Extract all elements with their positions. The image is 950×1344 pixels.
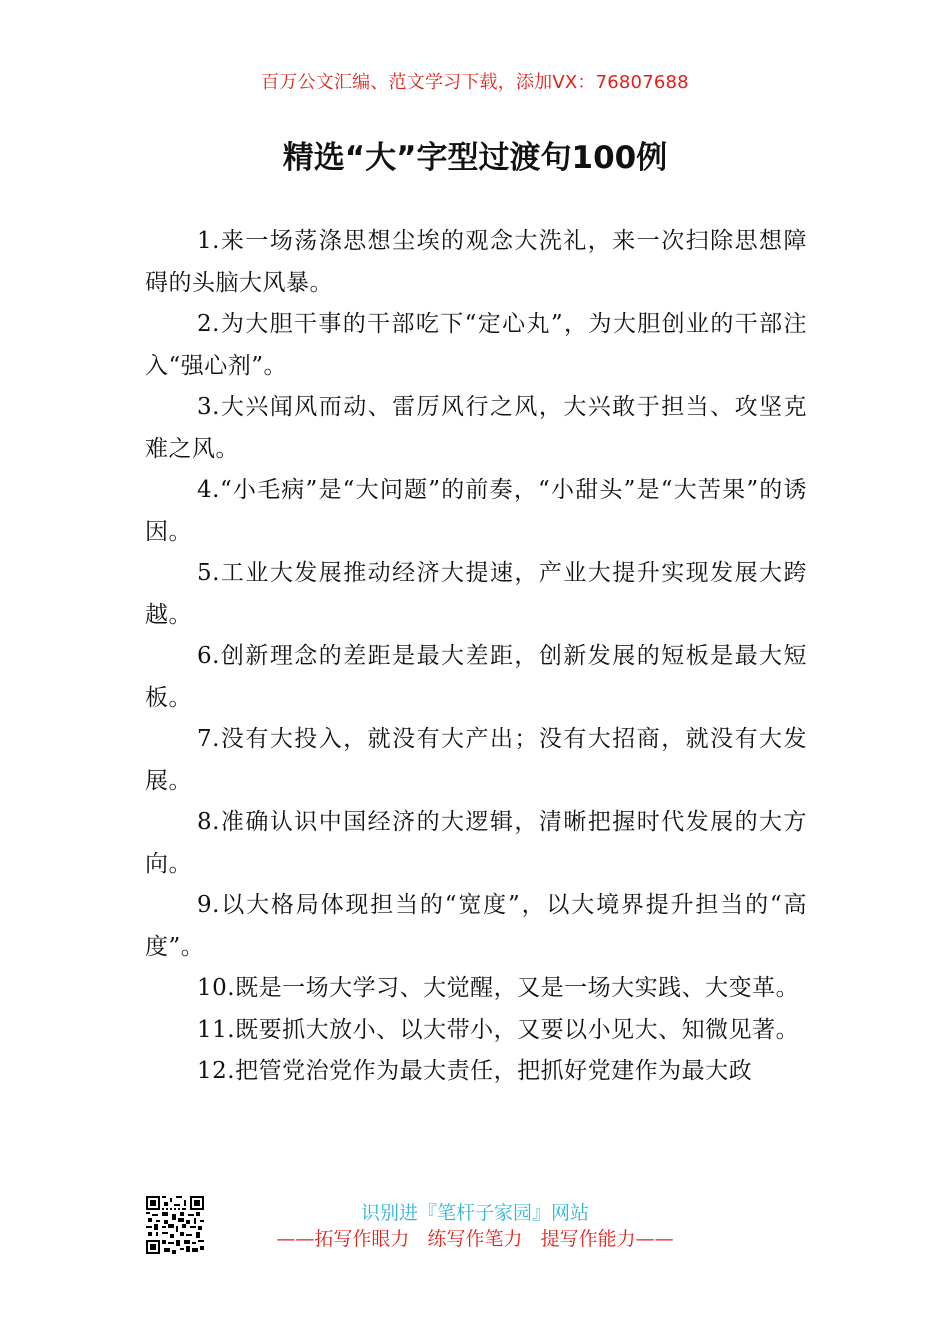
paragraph: 8.准确认识中国经济的大逻辑，清晰把握时代发展的大方向。 <box>145 809 807 877</box>
paragraph: 3.大兴闻风而动、雷厉风行之风，大兴敢于担当、攻坚克难之风。 <box>145 394 807 462</box>
paragraph: 10.既是一场大学习、大觉醒，又是一场大实践、大变革。 <box>197 975 800 1001</box>
paragraph: 9.以大格局体现担当的“宽度”，以大境界提升担当的“高度”。 <box>145 892 807 960</box>
paragraph: 7.没有大投入，就没有大产出；没有大招商，就没有大发展。 <box>145 726 807 794</box>
paragraph: 1.来一场荡涤思想尘埃的观念大洗礼，来一次扫除思想障碍的头脑大风暴。 <box>145 228 807 296</box>
header-promo: 百万公文汇编、范文学习下载，添加VX：76807688 <box>261 72 689 93</box>
paragraph: 6.创新理念的差距是最大差距，创新发展的短板是最大短板。 <box>145 643 807 711</box>
paragraph: 4.“小毛病”是“大问题”的前奏，“小甜头”是“大苦果”的诱因。 <box>145 477 807 545</box>
paragraph: 11.既要抓大放小、以大带小，又要以小见大、知微见著。 <box>197 1016 800 1043</box>
footer-site-link: 识别进『笔杆子家园』网站 <box>360 1202 589 1224</box>
paragraph: 2.为大胆干事的干部吃下“定心丸”，为大胆创业的干部注入“强心剂”。 <box>145 311 807 379</box>
document-body <box>145 221 807 1093</box>
footer <box>0 1196 950 1260</box>
paragraph: 5.工业大发展推动经济大提速，产业大提升实现发展大跨越。 <box>145 560 807 628</box>
paragraph: 12.把管党治党作为最大责任，把抓好党建作为最大政 <box>197 1058 753 1084</box>
page-title: 精选“大”字型过渡句100例 <box>282 140 668 176</box>
footer-slogan: ——拓写作眼力 练写作笔力 提写作能力—— <box>276 1228 674 1250</box>
